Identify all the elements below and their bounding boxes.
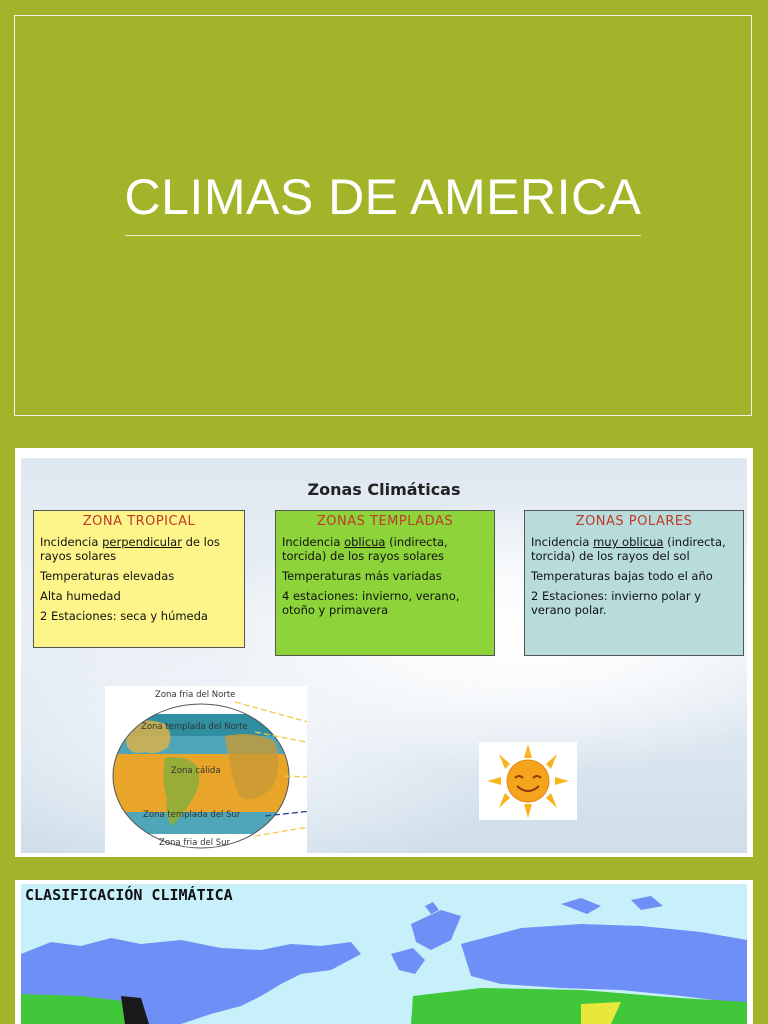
zone-line: 4 estaciones: invierno, verano, otoño y primavera [282,589,460,617]
zone-line: 2 Estaciones: invierno polar y verano polar. [531,589,702,617]
label-zona-fria-norte: Zona fria del Norte [155,690,236,700]
zones-heading: Zonas Climáticas [307,480,461,499]
zone-templada-box [275,510,495,656]
zone-title: ZONA TROPICAL [82,514,196,529]
zone-line: Temperaturas más variadas [282,569,442,583]
zone-line: 2 Estaciones: seca y húmeda [40,609,208,623]
zone-title: ZONAS POLARES [575,514,693,529]
label-zona-calida: Zona cálida [171,766,221,776]
zone-line: Temperaturas bajas todo el año [531,569,713,583]
label-zona-templada-norte: Zona templada del Norte [141,722,248,732]
slide-title: CLIMAS DE AMERICA [124,169,642,225]
zone-polar-box [524,510,744,656]
zone-line: Temperaturas elevadas [40,569,175,583]
world-climate-map [21,884,747,1024]
title-divider [125,235,641,236]
world-map-icon [21,884,747,1024]
globe-illustration [105,686,307,853]
climate-zones-slide [15,448,753,857]
title-slide [14,15,752,416]
zone-incidence: Incidencia oblicua (indirecta, torcida) de los rayos solares [282,535,448,563]
map-title: CLASIFICACIÓN CLIMÁTICA [25,886,233,904]
zone-title: ZONAS TEMPLADAS [316,514,454,529]
zone-incidence: Incidencia muy oblicua (indirecta, torcida) de los rayos del sol [531,535,726,563]
zone-tropical-box [33,510,245,648]
label-zona-templada-sur: Zona templada del Sur [143,810,241,820]
zone-incidence: Incidencia perpendicular de los rayos solares [40,535,220,563]
sky-background [21,458,747,853]
sun-icon [479,742,577,820]
label-zona-fria-sur: Zona fria del Sur [159,838,231,848]
climate-classification-slide [15,880,753,1024]
sun-illustration [479,742,577,820]
zone-line: Alta humedad [40,589,121,603]
